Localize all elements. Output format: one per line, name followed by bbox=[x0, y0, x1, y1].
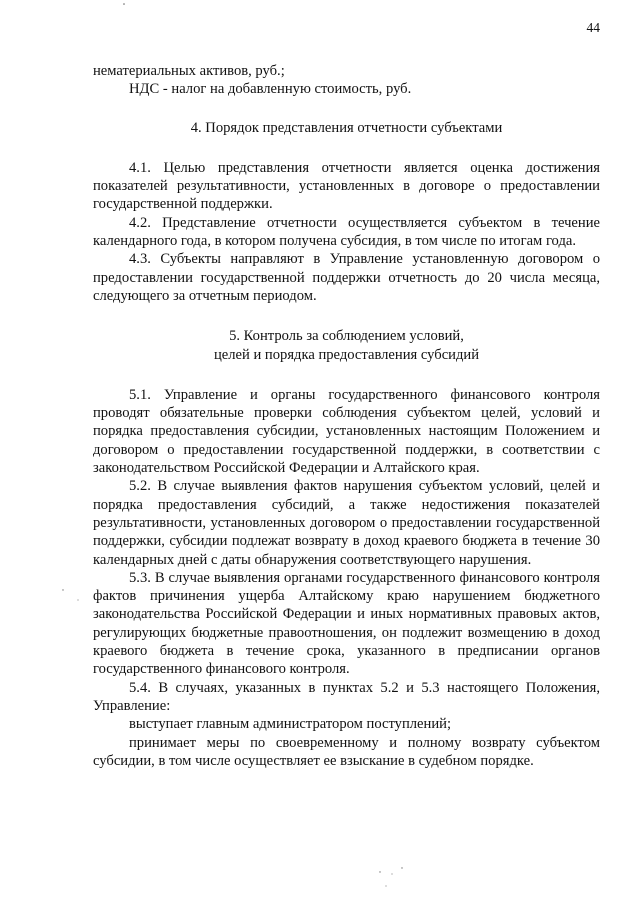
page-number: 44 bbox=[586, 20, 600, 35]
paragraph-5-2: 5.2. В случае выявления фактов нарушения субъектом условий, целей и порядка предоставления субсидий, а также недостижения показателей результативности, установленных договором о предоставлении государственной поддержки, субсидии подлежат возврату в доход краевого бюджета в течение 30 календарных дней с даты обнаружения соответствующего нарушения. bbox=[93, 478, 600, 568]
paragraph-5-3: 5.3. В случае выявления органами государственного финансового контроля фактов причинения ущерба Алтайскому краю нарушением бюджетного законодательства Российской Федерации и иных нормативных правовых актов, регулирующих бюджетные правоотношения, он подлежит возмещению в доход краевого бюджета в течение срока, указанного в предписании органов государственного финансового контроля. bbox=[93, 569, 600, 678]
intro-line: нематериальных активов, руб.; bbox=[93, 63, 285, 79]
paragraph-4-1: 4.1. Целью представления отчетности является оценка достижения показателей результативности, установленных в договоре о предоставлении государственной поддержки. bbox=[93, 159, 600, 213]
section-heading: 5. Контроль за соблюдением условий, bbox=[229, 328, 464, 345]
list-item: выступает главным администратором поступлений; bbox=[129, 716, 452, 733]
section-heading: целей и порядка предоставления субсидий bbox=[213, 346, 480, 363]
paragraph-5-1: 5.1. Управление и органы государственного финансового контроля проводят обязательные проверки соблюдения субъектом целей, условий и порядка предоставления субсидии, установленных настоящим Положением и договором о предоставлении государственной поддержки, в соответствии с законодательством Российской Федерации и Алтайского края. bbox=[93, 386, 600, 477]
document-body bbox=[93, 62, 600, 770]
intro-line: НДС - налог на добавленную стоимость, руб. bbox=[129, 81, 412, 98]
paragraph-5-4: 5.4. В случаях, указанных в пунктах 5.2 и 5.3 настоящего Положения, Управление: bbox=[93, 679, 600, 714]
section-heading: 4. Порядок представления отчетности субъектами bbox=[190, 119, 503, 136]
paragraph-4-2: 4.2. Представление отчетности осуществляется субъектом в течение календарного года, в котором получена субсидия, в том числе по итогам года. bbox=[93, 214, 600, 250]
list-item: принимает меры по своевременному и полному возврату субъектом субсидии, в том числе осуществляет ее взыскание в судебном порядке. bbox=[93, 734, 600, 769]
paragraph-4-3: 4.3. Субъекты направляют в Управление установленную договором о предоставлении государственной поддержки отчетность до 20 числа месяца, следующего за отчетным периодом. bbox=[93, 251, 600, 304]
